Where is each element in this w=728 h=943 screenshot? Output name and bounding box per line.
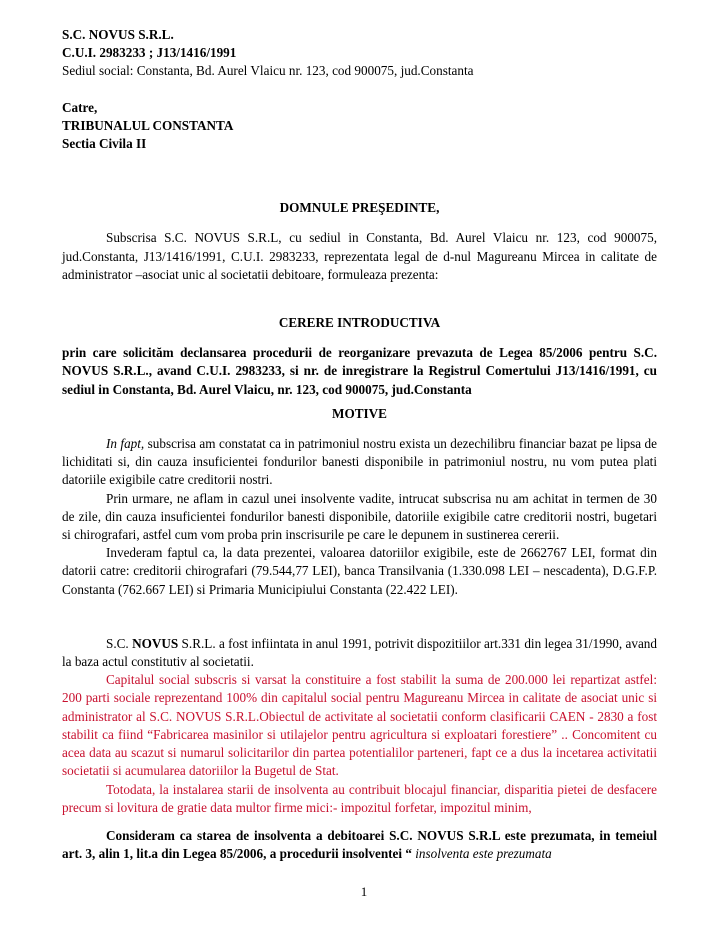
p7-italic: insolventa este prezumata (411, 846, 552, 862)
recipient-court: TRIBUNALUL CONSTANTA (62, 117, 234, 133)
intro-paragraph: Subscrisa S.C. NOVUS S.R.L, cu sediul in Constanta, Bd. Aurel Vlaicu nr. 123, cod 900075, jud.Constanta, J13/1416/1991, C.U.I. 2983233, reprezentata legal de d-nul Magureanu Mircea in calitate de administrator –asociat unic al societatii debitoare, formuleaza prezenta: (62, 230, 657, 282)
p4-suffix: S.R.L. a fost infiintata in anul 1991, potrivit dispozitiilor art.331 din legea 31/1990, avand la baza actul constitutiv al societatii. (62, 635, 657, 670)
in-fapt-lead: In fapt, (106, 436, 145, 452)
page-number: 1 (360, 884, 368, 899)
in-fapt-text: subscrisa am constatat ca in patrimoniul nostru exista un dezechilibru financiar bazat pe lipsa de lichiditati si, din cauza insuficientei fondurilor banesti disponibile in patrimoniul nostru, nu vom putea plati datoriile exigibile catre creditorii nostri. (62, 436, 657, 488)
paragraph-totodata: Totodata, la instalarea starii de insolventa au contribuit blocajul financiar, disparitia pietei de desfacere precum si lovitura de gratie data multor firme mici:- impozitul forfetar, impozitul minim, (62, 781, 657, 815)
salutation: DOMNULE PREŞEDINTE, (279, 200, 440, 216)
paragraph-capital-social: Capitalul social subscris si varsat la constituire a fost stabilit la suma de 200.000 lei repartizat astfel: 200 parti sociale reprezentand 100% din capitalul social pentru Magureanu Mircea in calitate de asociat unic si administrator al S.C. NOVUS S.R.L.Obiectul de activitate al societatii conform clasificarii CAEN - 2830 a fost stabilit ca fiind “Fabricarea masinilor si utilajelor pentru agricultura si exploatari forestiere” .. Concomitent cu acea data au scazut si numarul solicitarilor din partea potentialilor parteneri, fapt ce a dus la incetarea activitatii societatii si acumularea datoriilor la Bugetul de Stat. (62, 672, 657, 779)
paragraph-datorii: Invederam faptul ca, la data prezentei, valoarea datoriilor exigibile, este de 2662767 LEI, format din datorii catre: creditorii chirografari (79.544,77 LEI), banca Transilvania (1.330.098 LEI – nescadenta), D.G.F.P. Constanta (762.667 LEI) si Primaria Municipiului Constanta (22.422 LEI). (62, 545, 657, 597)
company-name: S.C. NOVUS S.R.L. (62, 27, 174, 42)
recipient-to: Catre, (62, 99, 98, 115)
recipient-section: Sectia Civila II (62, 136, 147, 152)
p4-company: NOVUS (132, 635, 179, 651)
p4-prefix: S.C. (106, 635, 133, 651)
request-title: CERERE INTRODUCTIVA (278, 315, 441, 331)
motive-title: MOTIVE (332, 405, 387, 421)
request-body: prin care solicităm declansarea procedurii de reorganizare prevazuta de Legea 85/2006 pentru S.C. NOVUS S.R.L., avand C.U.I. 2983233, si nr. de inregistrare la Registrul Comertului J13/1416/1991, cu sediul in Constanta, Bd. Aurel Vlaicu, nr. 123, cod 900075, jud.Constanta (62, 345, 657, 397)
document-page (62, 26, 657, 863)
p7-bold: Consideram ca starea de insolventa a debitoarei S.C. NOVUS S.R.L este prezumata, in temeiul art. 3, alin 1, lit.a din Legea 85/2006, a procedurii insolventei “ (62, 827, 657, 862)
paragraph-in-fapt (62, 435, 657, 490)
company-cui: C.U.I. 2983233 ; J13/1416/1991 (62, 45, 237, 61)
paragraph-consideram (62, 827, 657, 863)
company-seat: Sediul social: Constanta, Bd. Aurel Vlaicu nr. 123, cod 900075, jud.Constanta (62, 63, 474, 79)
paragraph-infiintare (62, 635, 657, 671)
paragraph-insolventa: Prin urmare, ne aflam in cazul unei insolvente vadite, intrucat subscrisa nu am achitat in termen de 30 de zile, din cauza insuficientei fondurilor banesti disponibile, datoriile exigibile catre creditorii nostri, bugetari si chirografari, astfel cum vom proba prin inscrisurile pe care le depunem in sustinerea cererii. (62, 490, 657, 543)
